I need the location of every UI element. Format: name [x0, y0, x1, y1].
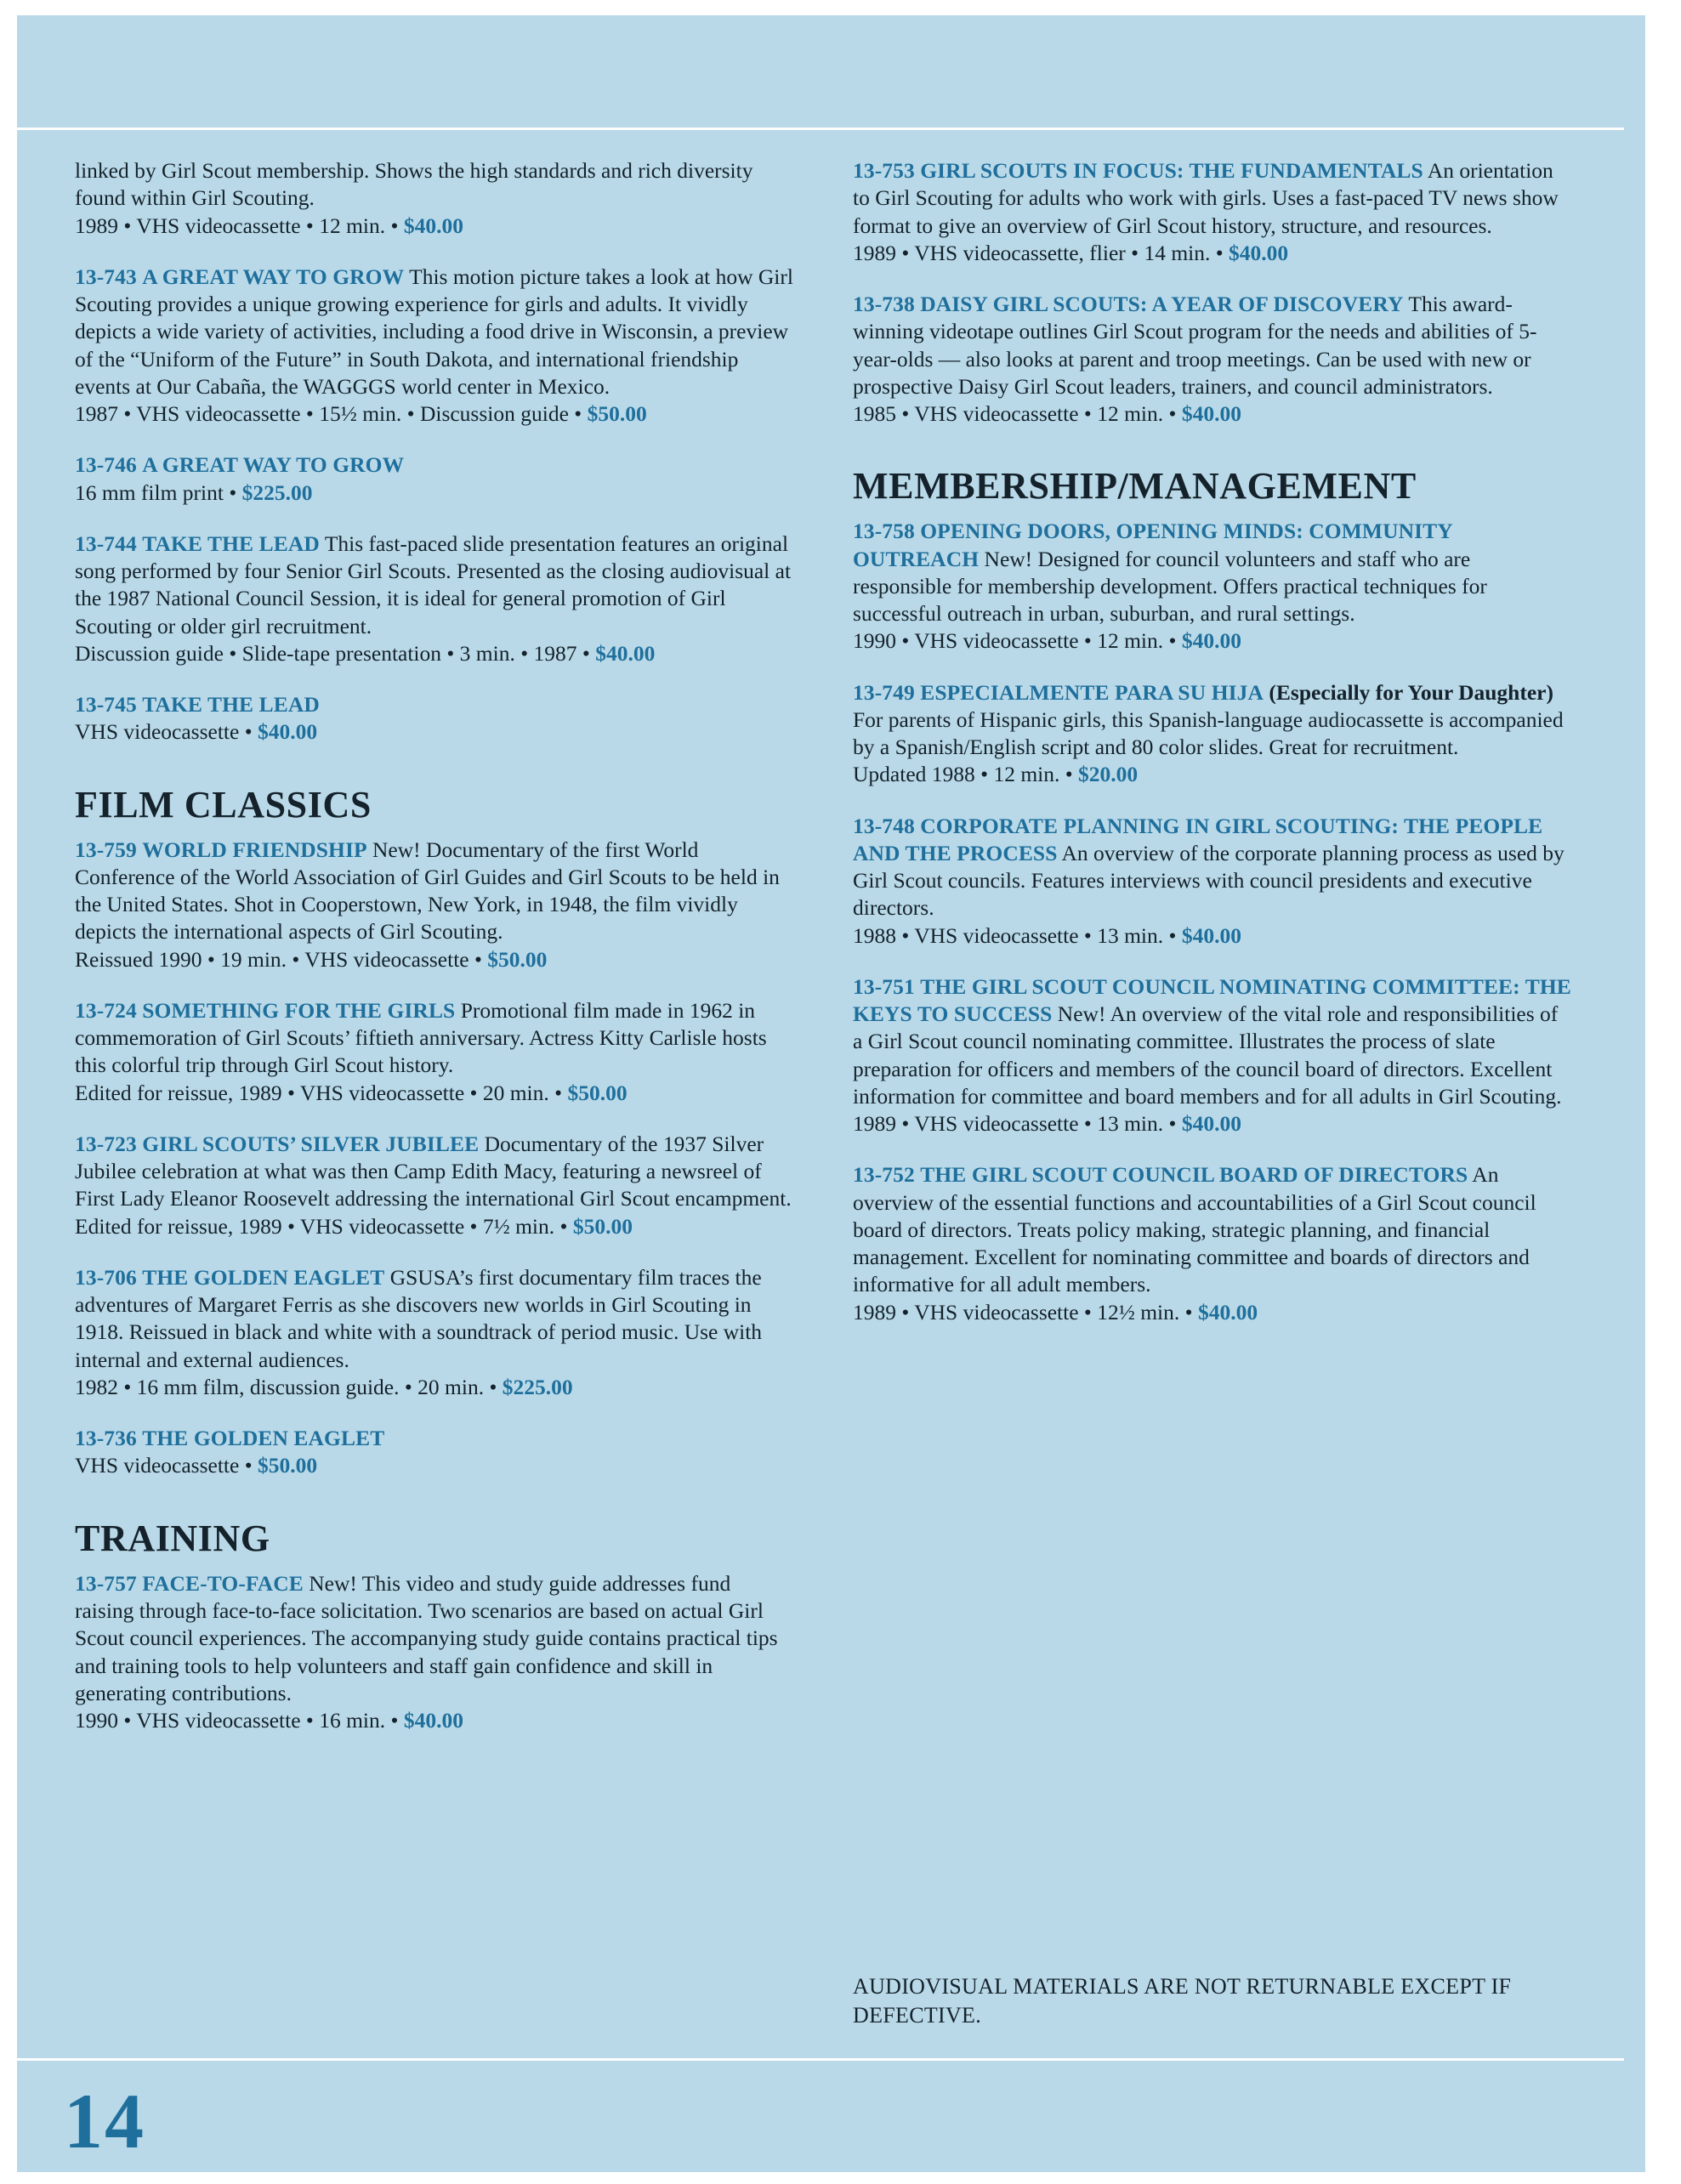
entry-title: TAKE THE LEAD — [142, 692, 320, 717]
entry-price: $40.00 — [1229, 240, 1289, 265]
entry-description: For parents of Hispanic girls, this Spanish-language audiocassette is accompanied by a Spanish/English script and 80 color slides. Great for recruitment. — [853, 706, 1564, 760]
entry-code: 13-752 — [853, 1162, 915, 1188]
entry-title: THE GIRL SCOUT COUNCIL NOMINATING COMMITTEE: THE KEYS TO SUCCESS — [853, 973, 1571, 1027]
entry-meta-text: 1985 • VHS videocassette • 12 min. • — [853, 401, 1182, 426]
entry-price: $40.00 — [403, 1708, 463, 1733]
entry-price: $50.00 — [567, 1080, 628, 1105]
catalog-entry — [75, 264, 793, 428]
entry-price: $50.00 — [258, 1453, 318, 1478]
entry-meta-text: 16 mm film print • — [75, 479, 242, 505]
entry-meta — [853, 922, 1571, 950]
section-heading-membership-management: MEMBERSHIP/MANAGEMENT — [853, 465, 1417, 508]
entry-meta-text: 1987 • VHS videocassette • 15½ min. • Discussion guide • — [75, 401, 588, 426]
entry-price: $40.00 — [1181, 628, 1241, 654]
entry-meta — [853, 1299, 1571, 1326]
catalog-entry — [853, 679, 1571, 789]
entry-price: $40.00 — [1181, 401, 1241, 426]
entry-code: 13-723 — [75, 1131, 137, 1156]
entry-title: A GREAT WAY TO GROW — [142, 452, 405, 478]
entry-meta-text: Edited for reissue, 1989 • VHS videocassette • 20 min. • — [75, 1080, 568, 1105]
entry-code: 13-746 — [75, 452, 137, 478]
entry-description: This award-winning videotape outlines Girl Scout program for the needs and abilities of 5-year-olds — also looks at parent and troop meetings. Can be used with new or prospective Daisy Girl Scout leaders, trainers, and council administrators. — [853, 292, 1537, 399]
entry-code: 13-749 — [853, 679, 915, 705]
section-heading-training: TRAINING — [75, 1517, 270, 1559]
returns-policy-note: AUDIOVISUAL MATERIALS ARE NOT RETURNABLE EXCEPT IF DEFECTIVE. — [853, 1974, 1512, 2028]
entry-description: New! An overview of the vital role and responsibilities of a Girl Scout council nominating committee. Illustrates the process of slate preparation for officers and members of the council board of directors. Excellent information for committee and board members and for all adults in Girl Scouting. — [853, 1001, 1562, 1109]
entry-code: 13-759 — [75, 837, 137, 862]
entry-title: CORPORATE PLANNING IN GIRL SCOUTING: THE PEOPLE AND THE PROCESS — [853, 813, 1543, 865]
entry-meta — [75, 1452, 793, 1479]
entry-description: New! Documentary of the first World Conference of the World Association of Girl Guides and Girl Scouts to be held in the United States. Shot in Cooperstown, New York, in 1948, the film vividly depicts the international aspects of Girl Scouting. — [75, 837, 780, 945]
catalog-entry-continued — [75, 157, 793, 240]
entry-meta-text: 1989 • VHS videocassette • 12½ min. • — [853, 1299, 1198, 1325]
entry-price: $40.00 — [1197, 1299, 1258, 1325]
entry-price: $40.00 — [1181, 922, 1241, 948]
catalog-entry — [75, 691, 793, 746]
entry-title: GIRL SCOUTS IN FOCUS: THE FUNDAMENTALS — [920, 158, 1423, 183]
catalog-entry — [75, 997, 793, 1107]
left-column — [75, 157, 793, 1734]
entry-code: 13-748 — [853, 813, 915, 838]
entry-meta-text: VHS videocassette • — [75, 719, 258, 745]
entry-meta — [75, 640, 793, 667]
entry-meta-text: 1989 • VHS videocassette • 12 min. • — [75, 213, 404, 238]
entry-code: 13-744 — [75, 530, 137, 556]
header-rule — [17, 128, 1624, 130]
entry-price: $40.00 — [403, 213, 463, 238]
entry-meta — [75, 1213, 793, 1240]
right-column — [853, 157, 1571, 1326]
entry-price: $50.00 — [572, 1213, 633, 1239]
entry-meta-text: 1990 • VHS videocassette • 12 min. • — [853, 628, 1182, 654]
entry-title: DAISY GIRL SCOUTS: A YEAR OF DISCOVERY — [920, 292, 1404, 316]
entry-meta — [853, 240, 1571, 267]
entry-title: OPENING DOORS, OPENING MINDS: COMMUNITY OUTREACH — [853, 519, 1452, 571]
entry-meta — [75, 718, 793, 746]
entry-code: 13-706 — [75, 1264, 137, 1290]
entry-description: Documentary of the 1937 Silver Jubilee celebration at what was then Camp Edith Macy, featuring a newsreel of First Lady Eleanor Roosevelt addressing the international Girl Scout encampment. — [75, 1131, 792, 1211]
catalog-entry — [853, 518, 1571, 655]
entry-meta — [75, 213, 793, 240]
entry-description: New! This video and study guide addresses fund raising through face-to-face solicitation. Two scenarios are based on actual Girl Scout council experiences. The accompanying study guide contains practical tips and training tools to help volunteers and staff gain confidence and skill in generating contributions. — [75, 1570, 778, 1705]
entry-title: SOMETHING FOR THE GIRLS — [142, 997, 456, 1023]
entry-meta — [75, 479, 793, 507]
entry-price: $50.00 — [587, 401, 647, 426]
entry-meta — [75, 1374, 793, 1401]
entry-description: Promotional film made in 1962 in commemoration of Girl Scouts’ fiftieth anniversary. Actress Kitty Carlisle hosts this colorful trip through Girl Scout history. — [75, 997, 767, 1078]
entry-meta — [853, 400, 1571, 428]
entry-code: 13-753 — [853, 158, 915, 183]
section-heading-film-classics: FILM CLASSICS — [75, 783, 372, 825]
entry-meta — [853, 1110, 1571, 1137]
catalog-entry — [75, 837, 793, 973]
catalog-entry — [853, 973, 1571, 1138]
entry-price: $40.00 — [1181, 1111, 1241, 1137]
entry-meta — [853, 761, 1571, 788]
entry-meta-text: 1989 • VHS videocassette • 13 min. • — [853, 1111, 1182, 1137]
page-content — [75, 157, 1571, 2028]
entry-title: GIRL SCOUTS’ SILVER JUBILEE — [142, 1131, 480, 1156]
catalog-entry — [75, 1570, 793, 1735]
entry-meta-text: Reissued 1990 • 19 min. • VHS videocassette • — [75, 946, 488, 972]
entry-code: 13-757 — [75, 1570, 137, 1596]
entry-price: $225.00 — [502, 1374, 573, 1399]
scan-margin-right — [1645, 0, 1681, 2184]
entry-description: An orientation to Girl Scouting for adults who work with girls. Uses a fast-paced TV news show format to give an overview of Girl Scout history, structure, and resources. — [853, 158, 1559, 238]
entry-meta — [75, 1707, 793, 1734]
entry-title: TAKE THE LEAD — [142, 530, 320, 556]
entry-code: 13-724 — [75, 997, 137, 1023]
entry-meta-text: 1982 • 16 mm film, discussion guide. • 20 min. • — [75, 1374, 503, 1399]
catalog-entry — [853, 291, 1571, 428]
entry-title: WORLD FRIENDSHIP — [142, 837, 367, 862]
scan-margin-top — [0, 0, 1681, 15]
entry-price: $50.00 — [487, 946, 548, 972]
entry-description: GSUSA’s first documentary film traces the adventures of Margaret Ferris as she discovers new worlds in Girl Scouting in 1918. Reissued in black and white with a soundtrack of period music. Use with internal and external audiences. — [75, 1264, 763, 1372]
entry-price: $40.00 — [595, 640, 656, 666]
entry-description: An overview of the essential functions and accountabilities of a Girl Scout council board of directors. Treats policy making, strategic planning, and financial management. Excellent for nominating committee and boards of directors and informative for all adult members. — [853, 1162, 1536, 1297]
entry-title: THE GIRL SCOUT COUNCIL BOARD OF DIRECTORS — [920, 1162, 1468, 1188]
entry-price: $225.00 — [241, 479, 313, 505]
entry-meta-text: Updated 1988 • 12 min. • — [853, 762, 1079, 787]
entry-title: THE GOLDEN EAGLET — [142, 1264, 385, 1290]
entry-meta-text: 1988 • VHS videocassette • 13 min. • — [853, 922, 1182, 948]
entry-price: $40.00 — [258, 719, 318, 745]
entry-code: 13-758 — [853, 519, 915, 544]
entry-meta — [75, 946, 793, 973]
catalog-entry — [75, 1131, 793, 1240]
entry-description: New! Designed for council volunteers and staff who are responsible for membership development. Offers practical techniques for successful outreach in urban, suburban, and rural settings. — [853, 546, 1487, 627]
entry-price: $20.00 — [1078, 762, 1139, 787]
catalog-entry — [853, 813, 1571, 950]
scan-margin-left — [0, 0, 17, 2184]
entry-description: This motion picture takes a look at how Girl Scouting provides a unique growing experience for girls and adults. It vividly depicts a wide variety of activities, including a food drive in Wisconsin, a preview of the “Uniform of the Future” in South Dakota, and international friendship events at Our Cabaña, the WAGGGS world center in Mexico. — [75, 264, 793, 399]
catalog-entry — [853, 1161, 1571, 1326]
entry-description: linked by Girl Scout membership. Shows the high standards and rich diversity found within Girl Scouting. — [75, 158, 753, 211]
entry-code: 13-743 — [75, 264, 137, 289]
scan-margin-bottom — [0, 2172, 1681, 2184]
entry-description: This fast-paced slide presentation features an original song performed by four Senior Girl Scouts. Presented as the closing audiovisual at the 1987 National Council Session, it is ideal for general promotion of Girl Scouting or older girl recruitment. — [75, 530, 792, 638]
entry-code: 13-745 — [75, 692, 137, 717]
catalog-entry — [853, 157, 1571, 267]
catalog-entry — [75, 1264, 793, 1401]
entry-meta-text: Edited for reissue, 1989 • VHS videocassette • 7½ min. • — [75, 1213, 573, 1239]
entry-meta — [75, 400, 793, 428]
entry-title: A GREAT WAY TO GROW — [142, 264, 405, 289]
entry-subtitle: (Especially for Your Daughter) — [1269, 679, 1553, 705]
entry-meta-text: 1989 • VHS videocassette, flier • 14 min. • — [853, 240, 1230, 265]
entry-code: 13-736 — [75, 1426, 137, 1451]
catalog-entry — [75, 530, 793, 667]
entry-meta-text: 1990 • VHS videocassette • 16 min. • — [75, 1708, 404, 1733]
entry-code: 13-738 — [853, 292, 915, 316]
entry-title: THE GOLDEN EAGLET — [142, 1426, 385, 1451]
entry-meta-text: VHS videocassette • — [75, 1453, 258, 1478]
page-number: 14 — [64, 2078, 145, 2164]
catalog-entry — [75, 1425, 793, 1480]
catalog-entry — [75, 451, 793, 507]
entry-meta-text: Discussion guide • Slide-tape presentation • 3 min. • 1987 • — [75, 640, 596, 666]
entry-meta — [75, 1080, 793, 1107]
entry-meta — [853, 627, 1571, 655]
entry-title: ESPECIALMENTE PARA SU HIJA — [920, 679, 1264, 705]
entry-description: An overview of the corporate planning process as used by Girl Scout councils. Features interviews with council presidents and executive directors. — [853, 840, 1565, 921]
entry-title: FACE-TO-FACE — [142, 1570, 304, 1596]
entry-code: 13-751 — [853, 973, 915, 999]
footer-rule — [17, 2058, 1624, 2061]
